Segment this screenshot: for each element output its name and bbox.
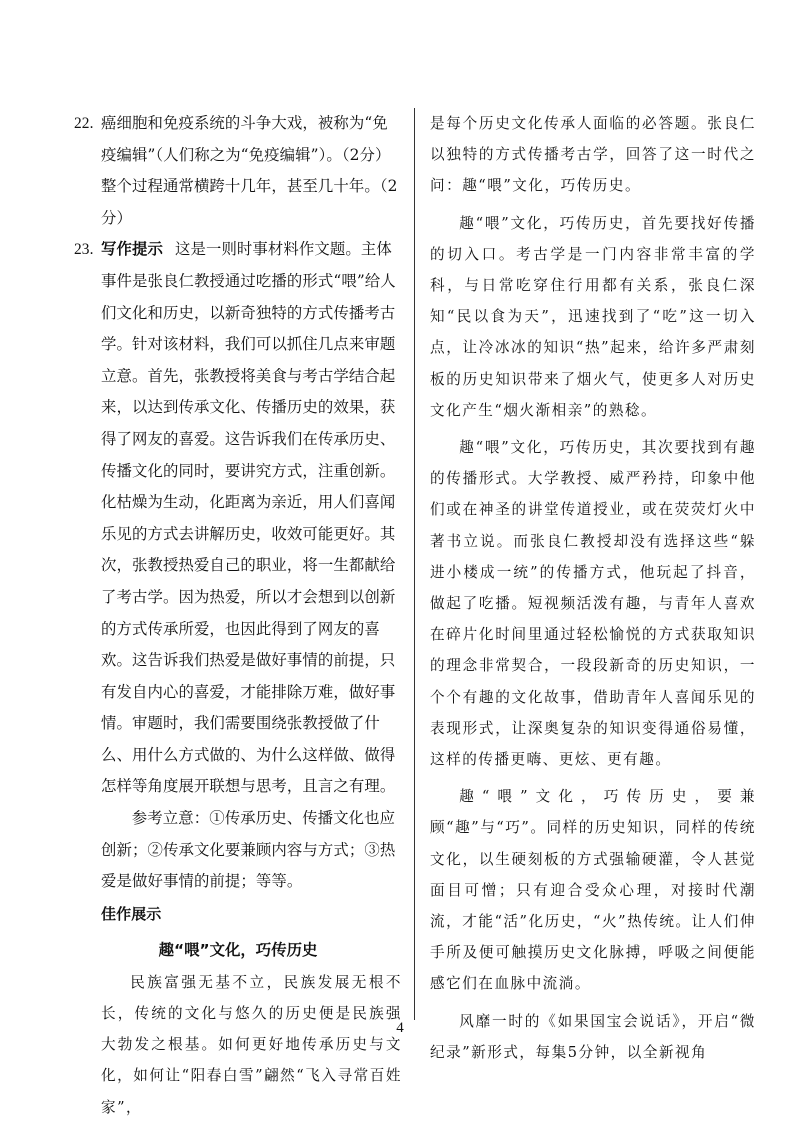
essay-paragraph-3: 趣“喂”文化，巧传历史，其次要找到有趣的传播形式。大学教授、威严矜持，印象中他们或在神圣的讲堂传道授业，或在荧荧灯火中著书立说。而张良仁教授却没有选择这些“躲进小楼成一统”的传播方式，他玩起了抖音，做起了吃播。短视频活泼有趣，与青年人喜欢在碎片化时间里通过轻松愉悦的方式获取知识的理念非常契合，一段段新奇的历史知识，一个个有趣的文化故事，借助青年人喜闻乐见的表现形式，让深奥复杂的知识变得通俗易懂，这样的传播更嗨、更炫、更有趣。 <box>430 439 756 769</box>
writing-tips-text: 这是一则时事材料作文题。主体事件是张良仁教授通过吃播的形式“喂”给人们文化和历史，以新奇独特的方式传播考古学。针对该材料，我们可以抓住几点来审题立意。首先，张教授将美食与考古学结合起来，以达到传承文化、传播历史的效果，获得了网友的喜爱。这告诉我们在传承历史、传播文化的同时，要讲究方式，注重创新。化枯燥为生动，化距离为亲近，用人们喜闻乐见的方式去讲解历史，收效可能更好。其次，张教授热爱自己的职业，将一生都献给了考古学。因为热爱，所以才会想到以创新的方式传承所爱，也因此得到了网友的喜欢。这告诉我们热爱是做好事情的前提，只有发自内心的喜爱，才能排除万难，做好事情。审题时，我们需要围绕张教授做了什么、用什么方式做的、为什么这样做、做得怎样等角度展开联想与思考，且言之有理。 <box>101 240 396 796</box>
answer-23 <box>74 234 402 928</box>
writing-tips-label: 写作提示 <box>101 240 163 259</box>
essay-paragraph-4: 趣“喂”文化，巧传历史，要兼顾“趣”与“巧”。同样的历史知识，同样的传统文化，以生硬刻板的方式强输硬灌，令人甚觉面目可憎；只有迎合受众心理，对接时代潮流，才能“活”化历史，“火”热传统。让人们伸手所及便可触摸历史文化脉搏，呼吸之间便能感它们在血脉中流淌。 <box>430 788 756 993</box>
essay-paragraph-5: 风靡一时的《如果国宝会说话》，开启“微纪录”新形式，每集5分钟，以全新视角 <box>430 1012 756 1061</box>
answer-22-text: 癌细胞和免疫系统的斗争大戏，被称为“免疫编辑”（人们称之为“免疫编辑”）。（2分）整个过程通常横跨十几年，甚至几十年。（2分） <box>101 114 398 227</box>
essay-paragraph-1: 民族富强无基不立，民族发展无根不长，传统的文化与悠久的历史便是民族强大勃发之根基。如何更好地传承历史与文化，如何让“阳春白雪”翩然“飞入寻常百姓家”， <box>101 973 402 1116</box>
essay-paragraph-1-continued: 是每个历史文化传承人面临的必答题。张良仁以独特的方式传播考古学，回答了这一时代之问：趣“喂”文化，巧传历史。 <box>430 115 756 195</box>
left-column <box>74 108 402 1123</box>
essay-paragraph-2: 趣“喂”文化，巧传历史，首先要找好传播的切入口。考古学是一门内容非常丰富的学科，与日常吃穿住行用都有关系，张良仁深知“民以食为天”，迅速找到了“吃”这一切入点，让冷冰冰的知识“热”起来，给许多严肃刻板的历史知识带来了烟火气，使更多人对历史文化产生“烟火渐相亲”的熟稔。 <box>430 214 756 419</box>
right-column <box>430 108 756 1068</box>
essay-title: 趣“喂”文化，巧传历史 <box>158 940 318 959</box>
column-divider <box>414 108 415 1020</box>
answer-22 <box>74 108 402 234</box>
showcase-heading: 佳作展示 <box>101 904 162 923</box>
answer-22-number: 22. <box>74 115 94 132</box>
page-number: 4 <box>396 1020 404 1036</box>
answer-23-number: 23. <box>74 241 94 259</box>
reference-ideas: 参考立意：①传承历史、传播文化也应创新；②传承文化要兼顾内容与方式；③热爱是做好事情的前提；等等。 <box>101 809 396 891</box>
